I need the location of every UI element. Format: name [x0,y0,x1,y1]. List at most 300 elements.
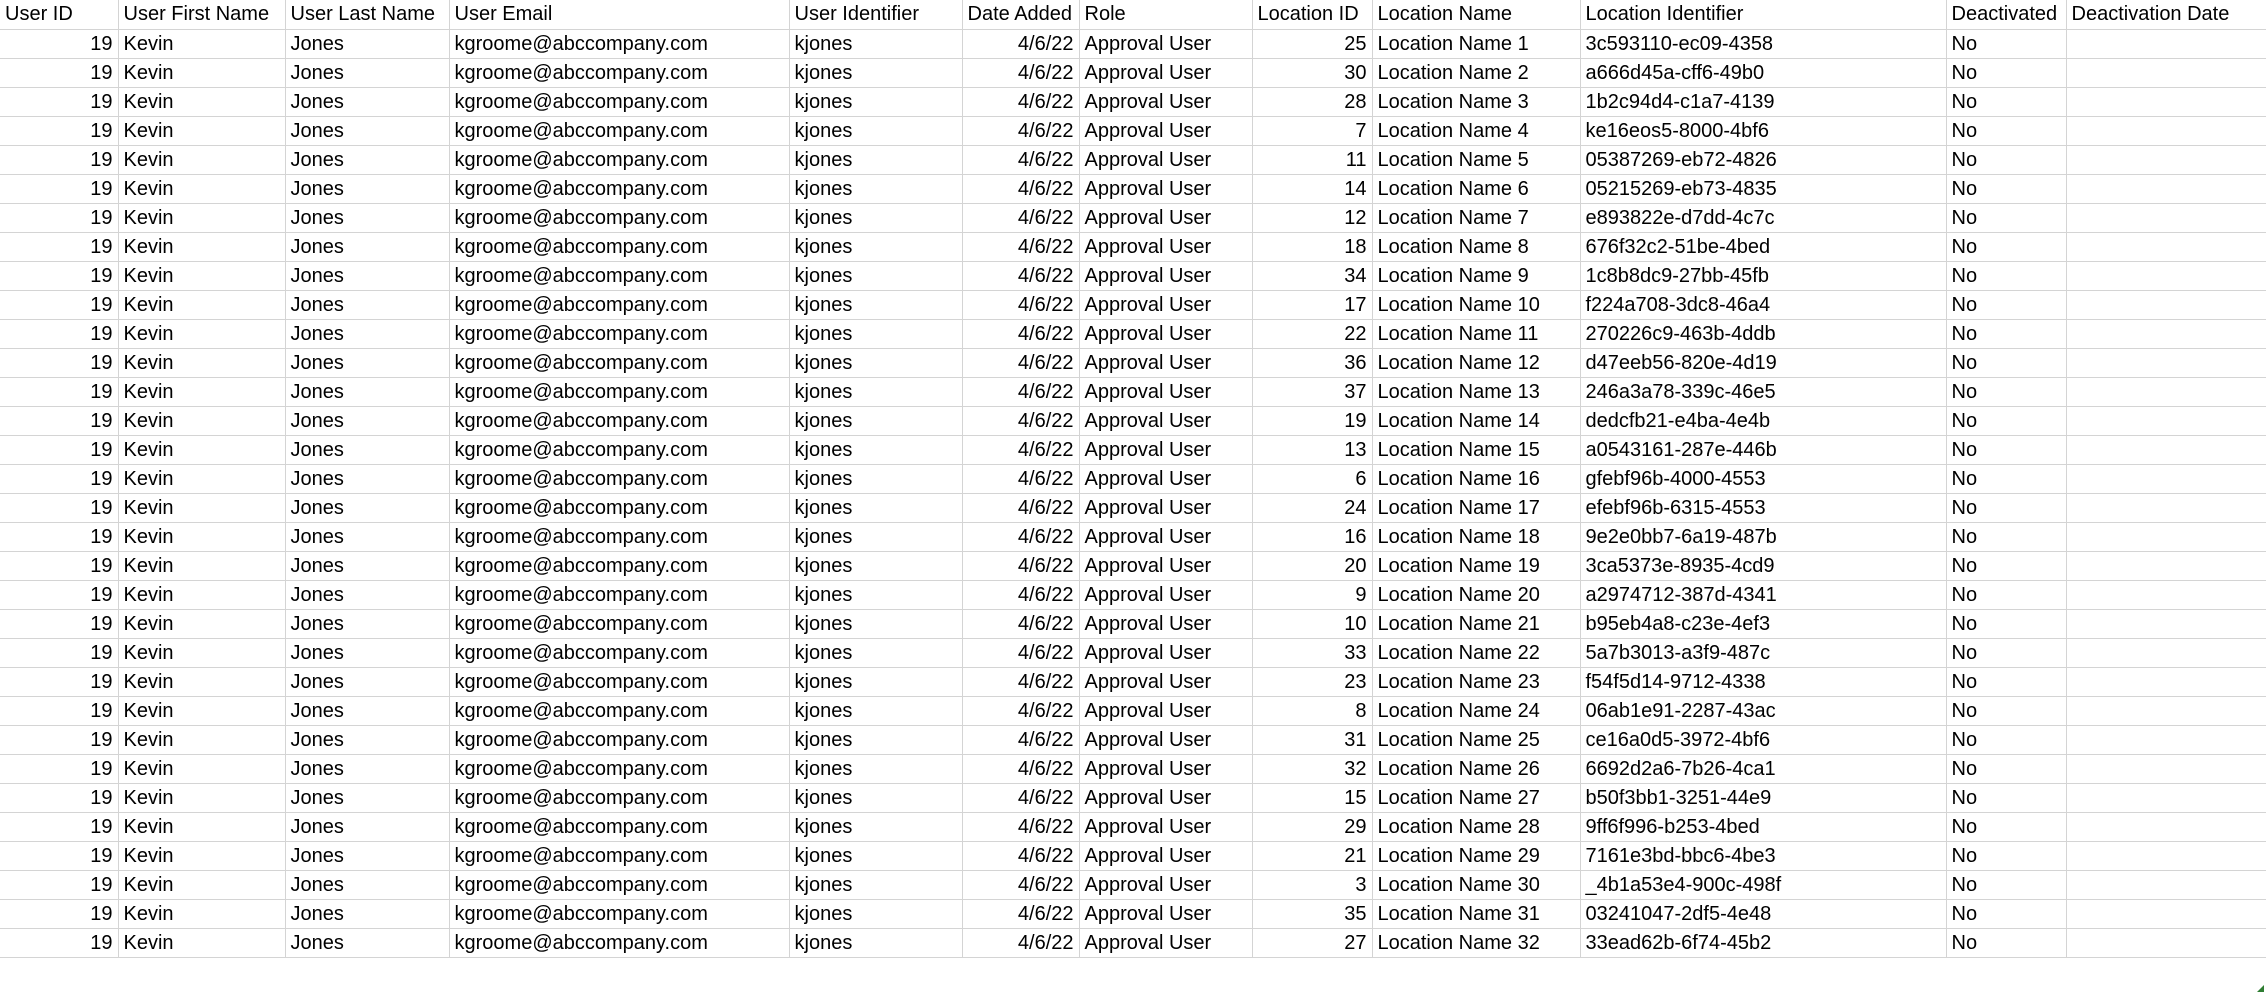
cell-role[interactable]: Approval User [1079,754,1252,783]
cell-identifier[interactable]: kjones [789,580,962,609]
cell-first-name[interactable]: Kevin [118,638,285,667]
cell-deactivation-date[interactable] [2066,696,2266,725]
cell-email[interactable]: kgroome@abccompany.com [449,783,789,812]
cell-role[interactable]: Approval User [1079,29,1252,58]
cell-location-id[interactable]: 29 [1252,812,1372,841]
cell-deactivation-date[interactable] [2066,319,2266,348]
cell-last-name[interactable]: Jones [285,609,449,638]
cell-role[interactable]: Approval User [1079,203,1252,232]
cell-last-name[interactable]: Jones [285,29,449,58]
cell-location-id[interactable]: 19 [1252,406,1372,435]
cell-identifier[interactable]: kjones [789,551,962,580]
cell-date-added[interactable]: 4/6/22 [962,928,1079,957]
cell-user-id[interactable]: 19 [0,464,118,493]
cell-date-added[interactable]: 4/6/22 [962,464,1079,493]
cell-deactivated[interactable]: No [1946,493,2066,522]
cell-deactivation-date[interactable] [2066,29,2266,58]
cell-deactivation-date[interactable] [2066,609,2266,638]
cell-location-id[interactable]: 17 [1252,290,1372,319]
cell-user-id[interactable]: 19 [0,522,118,551]
cell-date-added[interactable]: 4/6/22 [962,899,1079,928]
cell-deactivated[interactable]: No [1946,551,2066,580]
cell-location-identifier[interactable]: f224a708-3dc8-46a4 [1580,290,1946,319]
cell-location-id[interactable]: 27 [1252,928,1372,957]
cell-deactivated[interactable]: No [1946,667,2066,696]
cell-location-identifier[interactable]: 33ead62b-6f74-45b2 [1580,928,1946,957]
cell-email[interactable]: kgroome@abccompany.com [449,841,789,870]
cell-location-identifier[interactable]: b95eb4a8-c23e-4ef3 [1580,609,1946,638]
cell-location-name[interactable]: Location Name 16 [1372,464,1580,493]
cell-date-added[interactable]: 4/6/22 [962,203,1079,232]
cell-deactivated[interactable]: No [1946,406,2066,435]
cell-role[interactable]: Approval User [1079,725,1252,754]
cell-email[interactable]: kgroome@abccompany.com [449,377,789,406]
cell-deactivation-date[interactable] [2066,232,2266,261]
cell-role[interactable]: Approval User [1079,551,1252,580]
cell-date-added[interactable]: 4/6/22 [962,696,1079,725]
cell-location-name[interactable]: Location Name 10 [1372,290,1580,319]
cell-deactivation-date[interactable] [2066,377,2266,406]
cell-date-added[interactable]: 4/6/22 [962,377,1079,406]
cell-role[interactable]: Approval User [1079,696,1252,725]
cell-location-identifier[interactable]: 06ab1e91-2287-43ac [1580,696,1946,725]
cell-date-added[interactable]: 4/6/22 [962,725,1079,754]
cell-email[interactable]: kgroome@abccompany.com [449,667,789,696]
cell-email[interactable]: kgroome@abccompany.com [449,261,789,290]
cell-user-id[interactable]: 19 [0,551,118,580]
cell-role[interactable]: Approval User [1079,435,1252,464]
cell-location-name[interactable]: Location Name 9 [1372,261,1580,290]
cell-location-id[interactable]: 25 [1252,29,1372,58]
cell-identifier[interactable]: kjones [789,58,962,87]
cell-identifier[interactable]: kjones [789,696,962,725]
cell-identifier[interactable]: kjones [789,406,962,435]
cell-location-name[interactable]: Location Name 24 [1372,696,1580,725]
cell-location-id[interactable]: 7 [1252,116,1372,145]
cell-user-id[interactable]: 19 [0,232,118,261]
column-header-email[interactable]: User Email [449,0,789,29]
cell-deactivated[interactable]: No [1946,232,2066,261]
cell-deactivated[interactable]: No [1946,754,2066,783]
cell-location-identifier[interactable]: f54f5d14-9712-4338 [1580,667,1946,696]
cell-location-name[interactable]: Location Name 4 [1372,116,1580,145]
cell-user-id[interactable]: 19 [0,754,118,783]
cell-last-name[interactable]: Jones [285,290,449,319]
cell-location-identifier[interactable]: 1c8b8dc9-27bb-45fb [1580,261,1946,290]
cell-date-added[interactable]: 4/6/22 [962,116,1079,145]
cell-location-identifier[interactable]: ke16eos5-8000-4bf6 [1580,116,1946,145]
cell-deactivation-date[interactable] [2066,551,2266,580]
cell-email[interactable]: kgroome@abccompany.com [449,464,789,493]
cell-deactivation-date[interactable] [2066,87,2266,116]
cell-location-name[interactable]: Location Name 26 [1372,754,1580,783]
cell-deactivation-date[interactable] [2066,754,2266,783]
cell-location-name[interactable]: Location Name 14 [1372,406,1580,435]
cell-user-id[interactable]: 19 [0,812,118,841]
cell-location-id[interactable]: 31 [1252,725,1372,754]
cell-identifier[interactable]: kjones [789,870,962,899]
column-header-date-added[interactable]: Date Added [962,0,1079,29]
cell-deactivated[interactable]: No [1946,696,2066,725]
cell-user-id[interactable]: 19 [0,290,118,319]
cell-location-name[interactable]: Location Name 2 [1372,58,1580,87]
cell-user-id[interactable]: 19 [0,783,118,812]
cell-role[interactable]: Approval User [1079,783,1252,812]
cell-location-identifier[interactable]: 9ff6f996-b253-4bed [1580,812,1946,841]
cell-deactivation-date[interactable] [2066,464,2266,493]
cell-identifier[interactable]: kjones [789,174,962,203]
cell-first-name[interactable]: Kevin [118,348,285,377]
cell-last-name[interactable]: Jones [285,174,449,203]
cell-user-id[interactable]: 19 [0,87,118,116]
cell-deactivated[interactable]: No [1946,899,2066,928]
cell-email[interactable]: kgroome@abccompany.com [449,638,789,667]
cell-deactivated[interactable]: No [1946,638,2066,667]
cell-last-name[interactable]: Jones [285,928,449,957]
cell-last-name[interactable]: Jones [285,377,449,406]
cell-location-name[interactable]: Location Name 23 [1372,667,1580,696]
cell-location-name[interactable]: Location Name 7 [1372,203,1580,232]
cell-location-name[interactable]: Location Name 32 [1372,928,1580,957]
cell-email[interactable]: kgroome@abccompany.com [449,58,789,87]
cell-location-id[interactable]: 16 [1252,522,1372,551]
cell-email[interactable]: kgroome@abccompany.com [449,812,789,841]
cell-role[interactable]: Approval User [1079,87,1252,116]
cell-last-name[interactable]: Jones [285,522,449,551]
cell-role[interactable]: Approval User [1079,493,1252,522]
cell-first-name[interactable]: Kevin [118,812,285,841]
cell-user-id[interactable]: 19 [0,319,118,348]
cell-location-identifier[interactable]: 7161e3bd-bbc6-4be3 [1580,841,1946,870]
column-header-first-name[interactable]: User First Name [118,0,285,29]
cell-email[interactable]: kgroome@abccompany.com [449,232,789,261]
cell-deactivated[interactable]: No [1946,203,2066,232]
cell-location-identifier[interactable]: a666d45a-cff6-49b0 [1580,58,1946,87]
cell-first-name[interactable]: Kevin [118,377,285,406]
cell-email[interactable]: kgroome@abccompany.com [449,174,789,203]
cell-first-name[interactable]: Kevin [118,580,285,609]
cell-identifier[interactable]: kjones [789,290,962,319]
cell-identifier[interactable]: kjones [789,203,962,232]
cell-email[interactable]: kgroome@abccompany.com [449,348,789,377]
cell-date-added[interactable]: 4/6/22 [962,493,1079,522]
cell-location-name[interactable]: Location Name 18 [1372,522,1580,551]
column-header-role[interactable]: Role [1079,0,1252,29]
cell-role[interactable]: Approval User [1079,116,1252,145]
cell-role[interactable]: Approval User [1079,841,1252,870]
column-header-identifier[interactable]: User Identifier [789,0,962,29]
cell-location-id[interactable]: 36 [1252,348,1372,377]
cell-location-id[interactable]: 34 [1252,261,1372,290]
cell-deactivation-date[interactable] [2066,435,2266,464]
cell-deactivated[interactable]: No [1946,928,2066,957]
cell-location-id[interactable]: 11 [1252,145,1372,174]
cell-location-id[interactable]: 28 [1252,87,1372,116]
cell-date-added[interactable]: 4/6/22 [962,551,1079,580]
cell-deactivated[interactable]: No [1946,174,2066,203]
cell-location-identifier[interactable]: a2974712-387d-4341 [1580,580,1946,609]
cell-date-added[interactable]: 4/6/22 [962,319,1079,348]
cell-email[interactable]: kgroome@abccompany.com [449,406,789,435]
cell-deactivated[interactable]: No [1946,319,2066,348]
cell-location-id[interactable]: 9 [1252,580,1372,609]
cell-date-added[interactable]: 4/6/22 [962,261,1079,290]
cell-deactivation-date[interactable] [2066,290,2266,319]
cell-location-name[interactable]: Location Name 5 [1372,145,1580,174]
cell-last-name[interactable]: Jones [285,435,449,464]
cell-role[interactable]: Approval User [1079,812,1252,841]
cell-date-added[interactable]: 4/6/22 [962,58,1079,87]
cell-email[interactable]: kgroome@abccompany.com [449,203,789,232]
cell-location-id[interactable]: 15 [1252,783,1372,812]
cell-date-added[interactable]: 4/6/22 [962,841,1079,870]
cell-user-id[interactable]: 19 [0,261,118,290]
cell-user-id[interactable]: 19 [0,406,118,435]
column-header-location-identifier[interactable]: Location Identifier [1580,0,1946,29]
cell-location-identifier[interactable]: 6692d2a6-7b26-4ca1 [1580,754,1946,783]
cell-role[interactable]: Approval User [1079,261,1252,290]
cell-first-name[interactable]: Kevin [118,58,285,87]
cell-deactivated[interactable]: No [1946,435,2066,464]
cell-identifier[interactable]: kjones [789,522,962,551]
cell-first-name[interactable]: Kevin [118,696,285,725]
cell-user-id[interactable]: 19 [0,638,118,667]
cell-last-name[interactable]: Jones [285,348,449,377]
cell-location-identifier[interactable]: b50f3bb1-3251-44e9 [1580,783,1946,812]
column-header-last-name[interactable]: User Last Name [285,0,449,29]
cell-email[interactable]: kgroome@abccompany.com [449,29,789,58]
cell-first-name[interactable]: Kevin [118,319,285,348]
cell-deactivation-date[interactable] [2066,406,2266,435]
cell-first-name[interactable]: Kevin [118,522,285,551]
cell-deactivation-date[interactable] [2066,899,2266,928]
cell-email[interactable]: kgroome@abccompany.com [449,493,789,522]
cell-first-name[interactable]: Kevin [118,493,285,522]
cell-first-name[interactable]: Kevin [118,899,285,928]
cell-role[interactable]: Approval User [1079,174,1252,203]
cell-deactivated[interactable]: No [1946,812,2066,841]
cell-location-identifier[interactable]: 3c593110-ec09-4358 [1580,29,1946,58]
cell-last-name[interactable]: Jones [285,812,449,841]
cell-email[interactable]: kgroome@abccompany.com [449,870,789,899]
cell-email[interactable]: kgroome@abccompany.com [449,580,789,609]
cell-role[interactable]: Approval User [1079,232,1252,261]
cell-email[interactable]: kgroome@abccompany.com [449,290,789,319]
cell-location-identifier[interactable]: efebf96b-6315-4553 [1580,493,1946,522]
cell-deactivated[interactable]: No [1946,377,2066,406]
cell-date-added[interactable]: 4/6/22 [962,609,1079,638]
cell-role[interactable]: Approval User [1079,145,1252,174]
cell-first-name[interactable]: Kevin [118,406,285,435]
cell-identifier[interactable]: kjones [789,377,962,406]
cell-deactivation-date[interactable] [2066,725,2266,754]
cell-email[interactable]: kgroome@abccompany.com [449,899,789,928]
cell-location-id[interactable]: 33 [1252,638,1372,667]
column-header-location-name[interactable]: Location Name [1372,0,1580,29]
cell-location-name[interactable]: Location Name 11 [1372,319,1580,348]
cell-first-name[interactable]: Kevin [118,174,285,203]
cell-identifier[interactable]: kjones [789,348,962,377]
cell-last-name[interactable]: Jones [285,261,449,290]
cell-role[interactable]: Approval User [1079,58,1252,87]
cell-location-name[interactable]: Location Name 19 [1372,551,1580,580]
cell-email[interactable]: kgroome@abccompany.com [449,435,789,464]
cell-location-identifier[interactable]: ce16a0d5-3972-4bf6 [1580,725,1946,754]
cell-location-name[interactable]: Location Name 21 [1372,609,1580,638]
cell-date-added[interactable]: 4/6/22 [962,232,1079,261]
cell-email[interactable]: kgroome@abccompany.com [449,609,789,638]
cell-location-name[interactable]: Location Name 8 [1372,232,1580,261]
cell-deactivated[interactable]: No [1946,290,2066,319]
cell-deactivated[interactable]: No [1946,58,2066,87]
cell-location-identifier[interactable]: 5a7b3013-a3f9-487c [1580,638,1946,667]
cell-user-id[interactable]: 19 [0,899,118,928]
column-header-deactivated[interactable]: Deactivated [1946,0,2066,29]
cell-location-identifier[interactable]: 05215269-eb73-4835 [1580,174,1946,203]
cell-location-id[interactable]: 32 [1252,754,1372,783]
cell-location-name[interactable]: Location Name 25 [1372,725,1580,754]
cell-role[interactable]: Approval User [1079,580,1252,609]
cell-location-identifier[interactable]: 05387269-eb72-4826 [1580,145,1946,174]
cell-deactivated[interactable]: No [1946,145,2066,174]
cell-first-name[interactable]: Kevin [118,870,285,899]
cell-first-name[interactable]: Kevin [118,145,285,174]
cell-location-id[interactable]: 3 [1252,870,1372,899]
cell-deactivated[interactable]: No [1946,870,2066,899]
cell-last-name[interactable]: Jones [285,406,449,435]
cell-role[interactable]: Approval User [1079,899,1252,928]
column-header-deactivation-date[interactable]: Deactivation Date [2066,0,2266,29]
cell-identifier[interactable]: kjones [789,812,962,841]
cell-location-identifier[interactable]: 270226c9-463b-4ddb [1580,319,1946,348]
cell-date-added[interactable]: 4/6/22 [962,783,1079,812]
cell-location-id[interactable]: 12 [1252,203,1372,232]
cell-location-identifier[interactable]: _4b1a53e4-900c-498f [1580,870,1946,899]
cell-date-added[interactable]: 4/6/22 [962,522,1079,551]
cell-location-id[interactable]: 23 [1252,667,1372,696]
cell-last-name[interactable]: Jones [285,464,449,493]
cell-email[interactable]: kgroome@abccompany.com [449,319,789,348]
cell-deactivation-date[interactable] [2066,667,2266,696]
cell-deactivation-date[interactable] [2066,841,2266,870]
cell-first-name[interactable]: Kevin [118,203,285,232]
cell-email[interactable]: kgroome@abccompany.com [449,551,789,580]
cell-user-id[interactable]: 19 [0,203,118,232]
cell-deactivated[interactable]: No [1946,348,2066,377]
cell-last-name[interactable]: Jones [285,638,449,667]
cell-location-identifier[interactable]: e893822e-d7dd-4c7c [1580,203,1946,232]
cell-first-name[interactable]: Kevin [118,435,285,464]
cell-email[interactable]: kgroome@abccompany.com [449,87,789,116]
cell-identifier[interactable]: kjones [789,435,962,464]
cell-deactivated[interactable]: No [1946,783,2066,812]
cell-role[interactable]: Approval User [1079,609,1252,638]
cell-location-id[interactable]: 37 [1252,377,1372,406]
cell-last-name[interactable]: Jones [285,116,449,145]
cell-deactivated[interactable]: No [1946,29,2066,58]
cell-identifier[interactable]: kjones [789,667,962,696]
cell-first-name[interactable]: Kevin [118,232,285,261]
cell-location-identifier[interactable]: 676f32c2-51be-4bed [1580,232,1946,261]
cell-last-name[interactable]: Jones [285,870,449,899]
cell-date-added[interactable]: 4/6/22 [962,812,1079,841]
cell-date-added[interactable]: 4/6/22 [962,580,1079,609]
cell-location-id[interactable]: 8 [1252,696,1372,725]
cell-first-name[interactable]: Kevin [118,609,285,638]
cell-deactivation-date[interactable] [2066,580,2266,609]
cell-last-name[interactable]: Jones [285,783,449,812]
cell-role[interactable]: Approval User [1079,522,1252,551]
cell-deactivation-date[interactable] [2066,812,2266,841]
cell-identifier[interactable]: kjones [789,928,962,957]
cell-location-identifier[interactable]: d47eeb56-820e-4d19 [1580,348,1946,377]
cell-first-name[interactable]: Kevin [118,464,285,493]
cell-role[interactable]: Approval User [1079,667,1252,696]
cell-deactivated[interactable]: No [1946,87,2066,116]
cell-user-id[interactable]: 19 [0,667,118,696]
cell-email[interactable]: kgroome@abccompany.com [449,754,789,783]
cell-last-name[interactable]: Jones [285,319,449,348]
cell-email[interactable]: kgroome@abccompany.com [449,145,789,174]
cell-date-added[interactable]: 4/6/22 [962,406,1079,435]
cell-date-added[interactable]: 4/6/22 [962,435,1079,464]
cell-location-id[interactable]: 21 [1252,841,1372,870]
cell-email[interactable]: kgroome@abccompany.com [449,725,789,754]
cell-date-added[interactable]: 4/6/22 [962,29,1079,58]
cell-location-id[interactable]: 20 [1252,551,1372,580]
cell-last-name[interactable]: Jones [285,203,449,232]
cell-user-id[interactable]: 19 [0,696,118,725]
cell-last-name[interactable]: Jones [285,841,449,870]
cell-location-identifier[interactable]: 9e2e0bb7-6a19-487b [1580,522,1946,551]
cell-identifier[interactable]: kjones [789,783,962,812]
cell-identifier[interactable]: kjones [789,232,962,261]
cell-date-added[interactable]: 4/6/22 [962,667,1079,696]
cell-date-added[interactable]: 4/6/22 [962,638,1079,667]
cell-deactivation-date[interactable] [2066,203,2266,232]
cell-date-added[interactable]: 4/6/22 [962,870,1079,899]
cell-date-added[interactable]: 4/6/22 [962,145,1079,174]
cell-date-added[interactable]: 4/6/22 [962,174,1079,203]
cell-location-name[interactable]: Location Name 22 [1372,638,1580,667]
cell-deactivation-date[interactable] [2066,522,2266,551]
cell-deactivation-date[interactable] [2066,493,2266,522]
cell-deactivation-date[interactable] [2066,638,2266,667]
cell-location-id[interactable]: 30 [1252,58,1372,87]
cell-user-id[interactable]: 19 [0,870,118,899]
cell-user-id[interactable]: 19 [0,174,118,203]
cell-identifier[interactable]: kjones [789,609,962,638]
cell-identifier[interactable]: kjones [789,116,962,145]
cell-deactivation-date[interactable] [2066,145,2266,174]
cell-last-name[interactable]: Jones [285,899,449,928]
cell-first-name[interactable]: Kevin [118,667,285,696]
column-header-location-id[interactable]: Location ID [1252,0,1372,29]
cell-location-name[interactable]: Location Name 6 [1372,174,1580,203]
cell-deactivated[interactable]: No [1946,580,2066,609]
cell-last-name[interactable]: Jones [285,725,449,754]
cell-user-id[interactable]: 19 [0,841,118,870]
cell-deactivated[interactable]: No [1946,522,2066,551]
cell-user-id[interactable]: 19 [0,435,118,464]
cell-role[interactable]: Approval User [1079,928,1252,957]
cell-role[interactable]: Approval User [1079,464,1252,493]
cell-deactivated[interactable]: No [1946,464,2066,493]
cell-identifier[interactable]: kjones [789,638,962,667]
cell-user-id[interactable]: 19 [0,58,118,87]
cell-location-id[interactable]: 24 [1252,493,1372,522]
cell-deactivation-date[interactable] [2066,928,2266,957]
